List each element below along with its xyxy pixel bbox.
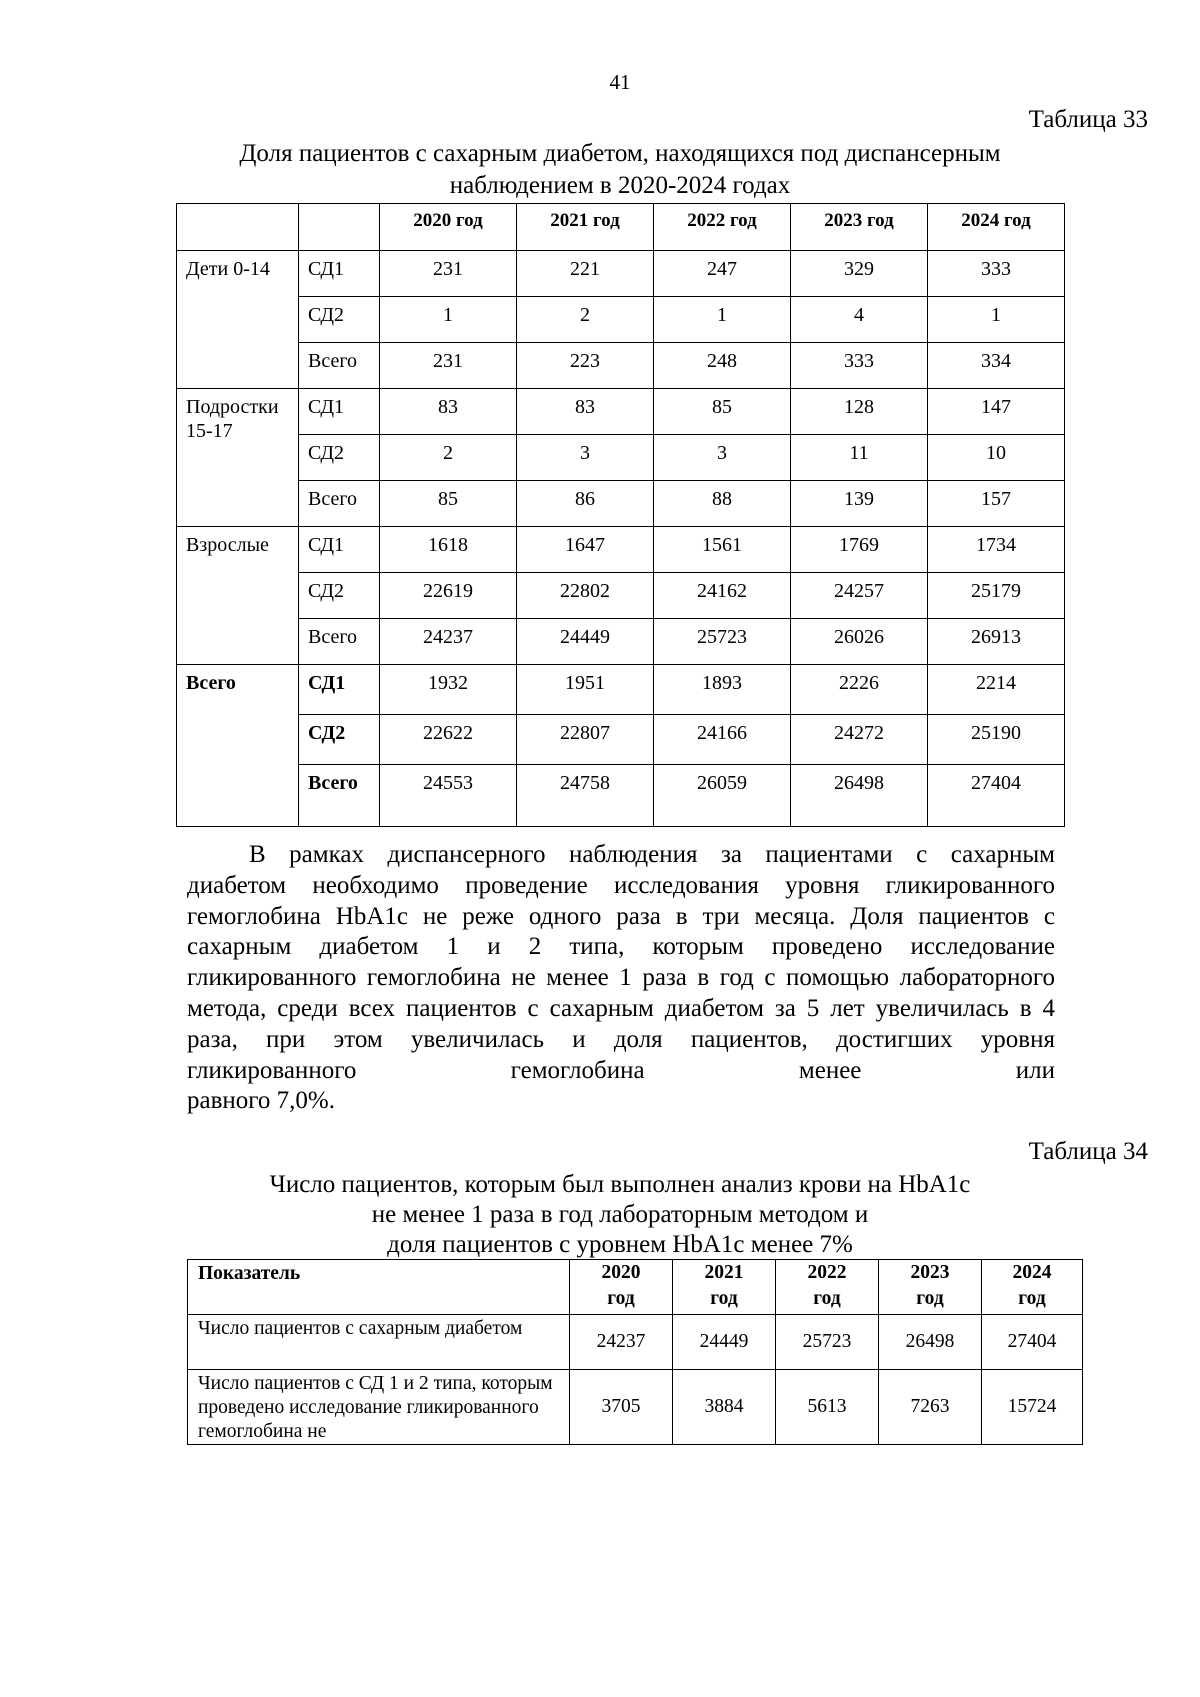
table34-title-line3: доля пациентов с уровнем HbA1c менее 7% — [387, 1231, 853, 1258]
cell: 25723 — [776, 1315, 879, 1370]
year-suffix: год — [813, 1288, 841, 1309]
table33-year-header: 2024 год — [928, 204, 1065, 251]
table-row — [177, 573, 1065, 619]
cell: 85 — [654, 389, 791, 435]
cell: 1932 — [380, 665, 517, 715]
table-row — [177, 527, 1065, 573]
year-number: 2023 — [910, 1262, 950, 1283]
cell: 86 — [517, 481, 654, 527]
cell: 147 — [928, 389, 1065, 435]
table33-title-line2: наблюдением в 2020-2024 годах — [449, 172, 791, 199]
table-row — [177, 481, 1065, 527]
cell: 10 — [928, 435, 1065, 481]
cell: 24272 — [791, 715, 928, 765]
group-label: Всего — [177, 665, 299, 827]
paragraph-line: равного 7,0%. — [187, 1087, 335, 1115]
table34-year-header — [673, 1260, 776, 1315]
cell: 15724 — [982, 1370, 1083, 1445]
cell: 7263 — [879, 1370, 982, 1445]
table33-year-header: 2022 год — [654, 204, 791, 251]
cell: 1618 — [380, 527, 517, 573]
cell: 1893 — [654, 665, 791, 715]
table33-title-line1: Доля пациентов с сахарным диабетом, находящихся под диспансерным — [239, 140, 1001, 167]
table-row — [188, 1315, 1083, 1370]
row-label: СД1 — [299, 665, 380, 715]
table-row — [177, 297, 1065, 343]
page-number: 41 — [609, 70, 631, 94]
paragraph-line: гемоглобина HbA1c не реже одного раза в три месяца. Доля пациентов с — [187, 902, 1055, 930]
cell: 221 — [517, 251, 654, 297]
paragraph-line: гликированного гемоглобина не менее 1 раза в год с помощью лабораторного — [187, 964, 1055, 992]
cell: 25190 — [928, 715, 1065, 765]
table-row — [177, 619, 1065, 665]
table34-title-line2: не менее 1 раза в год лабораторным методом и — [371, 1201, 869, 1228]
row-label: СД1 — [299, 389, 380, 435]
table34-year-header — [982, 1260, 1083, 1315]
group-label: Подростки 15-17 — [177, 389, 299, 527]
cell: 1734 — [928, 527, 1065, 573]
cell: 3705 — [570, 1370, 673, 1445]
row-label: Число пациентов с сахарным диабетом — [188, 1315, 570, 1370]
cell: 24449 — [517, 619, 654, 665]
table34-title-line1: Число пациентов, которым был выполнен анализ крови на HbA1c — [269, 1171, 971, 1198]
cell: 22622 — [380, 715, 517, 765]
table34-year-header — [776, 1260, 879, 1315]
table-row — [177, 715, 1065, 765]
cell: 24237 — [570, 1315, 673, 1370]
row-label: СД1 — [299, 527, 380, 573]
cell: 329 — [791, 251, 928, 297]
table33-header-row — [177, 204, 1065, 251]
table34-title — [0, 1170, 1200, 1260]
year-number: 2024 — [1012, 1262, 1052, 1283]
cell: 27404 — [982, 1315, 1083, 1370]
cell: 24758 — [517, 765, 654, 827]
cell: 27404 — [928, 765, 1065, 827]
paragraph-line: В рамках диспансерного наблюдения за пациентами с сахарным — [249, 841, 1055, 868]
cell: 26913 — [928, 619, 1065, 665]
cell: 334 — [928, 343, 1065, 389]
cell: 333 — [928, 251, 1065, 297]
cell: 231 — [380, 251, 517, 297]
body-paragraph — [187, 840, 1055, 1117]
cell: 231 — [380, 343, 517, 389]
table-row — [177, 765, 1065, 827]
cell: 26059 — [654, 765, 791, 827]
paragraph-line: раза, при этом увеличилась и доля пациентов, достигших уровня — [187, 1025, 1055, 1053]
cell: 11 — [791, 435, 928, 481]
cell: 25179 — [928, 573, 1065, 619]
row-label: СД2 — [299, 573, 380, 619]
cell: 24166 — [654, 715, 791, 765]
cell: 128 — [791, 389, 928, 435]
cell: 2 — [380, 435, 517, 481]
table34 — [187, 1259, 1083, 1445]
row-label: СД2 — [299, 297, 380, 343]
cell: 24237 — [380, 619, 517, 665]
row-label: Всего — [299, 343, 380, 389]
cell: 1769 — [791, 527, 928, 573]
table33 — [176, 203, 1065, 827]
row-label: СД1 — [299, 251, 380, 297]
cell: 85 — [380, 481, 517, 527]
cell: 1561 — [654, 527, 791, 573]
year-suffix: год — [1018, 1288, 1046, 1309]
table-row — [177, 665, 1065, 715]
paragraph-line: сахарным диабетом 1 и 2 типа, которым проведено исследование — [187, 933, 1055, 961]
table-row — [177, 389, 1065, 435]
cell: 83 — [517, 389, 654, 435]
table-row — [177, 435, 1065, 481]
cell: 24257 — [791, 573, 928, 619]
table-row — [177, 251, 1065, 297]
cell: 4 — [791, 297, 928, 343]
paragraph-line: гликированного гемоглобина менее или — [187, 1056, 1055, 1084]
table34-header-label: Показатель — [188, 1260, 570, 1315]
table34-year-header — [879, 1260, 982, 1315]
cell: 3884 — [673, 1370, 776, 1445]
cell: 83 — [380, 389, 517, 435]
cell: 247 — [654, 251, 791, 297]
table33-caption: Таблица 33 — [1028, 106, 1148, 133]
cell: 2 — [517, 297, 654, 343]
year-suffix: год — [607, 1288, 635, 1309]
cell: 25723 — [654, 619, 791, 665]
row-label: СД2 — [299, 435, 380, 481]
cell: 1 — [380, 297, 517, 343]
cell: 5613 — [776, 1370, 879, 1445]
cell: 1951 — [517, 665, 654, 715]
cell: 24449 — [673, 1315, 776, 1370]
cell: 24553 — [380, 765, 517, 827]
cell: 26498 — [791, 765, 928, 827]
row-label: Всего — [299, 765, 380, 827]
year-number: 2022 — [807, 1262, 847, 1283]
table33-header-empty — [177, 204, 299, 251]
year-number: 2021 — [704, 1262, 744, 1283]
cell: 248 — [654, 343, 791, 389]
cell: 333 — [791, 343, 928, 389]
row-label: Всего — [299, 619, 380, 665]
table34-year-header — [570, 1260, 673, 1315]
row-label-cell — [188, 1370, 570, 1445]
table33-year-header: 2023 год — [791, 204, 928, 251]
year-suffix: год — [710, 1288, 738, 1309]
group-label: Дети 0-14 — [177, 251, 299, 389]
table33-year-header: 2021 год — [517, 204, 654, 251]
cell: 3 — [654, 435, 791, 481]
table33-header-empty — [299, 204, 380, 251]
table34-header-row — [188, 1260, 1083, 1315]
cell: 157 — [928, 481, 1065, 527]
row-label: СД2 — [299, 715, 380, 765]
row-label: Всего — [299, 481, 380, 527]
cell: 22807 — [517, 715, 654, 765]
cell: 139 — [791, 481, 928, 527]
cell: 26498 — [879, 1315, 982, 1370]
paragraph-line: диабетом необходимо проведение исследования уровня гликированного — [187, 871, 1055, 899]
cell: 1 — [928, 297, 1065, 343]
cell: 2214 — [928, 665, 1065, 715]
cell: 22802 — [517, 573, 654, 619]
group-label: Взрослые — [177, 527, 299, 665]
cell: 2226 — [791, 665, 928, 715]
table33-title — [0, 138, 1200, 202]
paragraph-line: метода, среди всех пациентов с сахарным диабетом за 5 лет увеличилась в 4 — [187, 994, 1055, 1022]
table33-year-header: 2020 год — [380, 204, 517, 251]
year-suffix: год — [916, 1288, 944, 1309]
cell: 1647 — [517, 527, 654, 573]
table-row — [188, 1370, 1083, 1445]
cell: 3 — [517, 435, 654, 481]
cell: 22619 — [380, 573, 517, 619]
row-label: Число пациентов с СД 1 и 2 типа, которым проведено исследование гликированного гемоглобина не — [198, 1373, 553, 1442]
cell: 24162 — [654, 573, 791, 619]
cell: 88 — [654, 481, 791, 527]
cell: 223 — [517, 343, 654, 389]
table34-caption: Таблица 34 — [1028, 1138, 1148, 1165]
table-row — [177, 343, 1065, 389]
cell: 1 — [654, 297, 791, 343]
year-number: 2020 — [601, 1262, 641, 1283]
cell: 26026 — [791, 619, 928, 665]
